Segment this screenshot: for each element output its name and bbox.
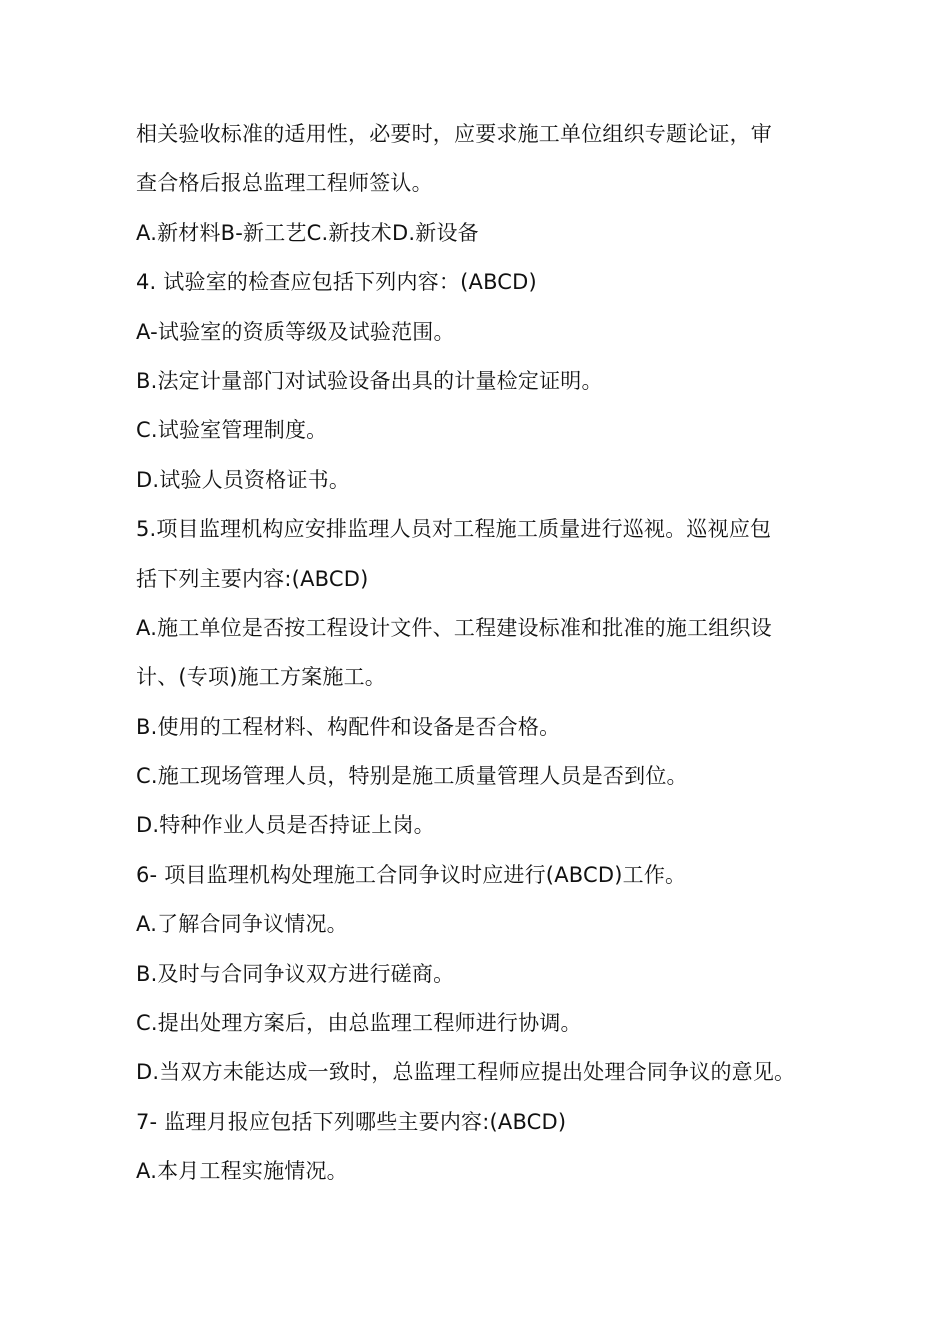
question-heading: 5.项目监理机构应安排监理人员对工程施工质量进行巡视。巡视应包 [136, 517, 772, 542]
text-line: 查合格后报总监理工程师签认。 [136, 171, 433, 196]
option-line: D.试验人员资格证书。 [136, 467, 351, 492]
option-line: A.本月工程实施情况。 [136, 1159, 348, 1184]
option-line: A.了解合同争议情况。 [136, 912, 348, 937]
option-line: D.当双方未能达成一致时，总监理工程师应提出处理合同争议的意见。 [136, 1060, 796, 1085]
option-line: C.试验室管理制度。 [136, 418, 328, 443]
option-line: D.特种作业人员是否持证上岗。 [136, 813, 435, 838]
option-line: A-试验室的资质等级及试验范围。 [136, 319, 455, 344]
document-body [136, 110, 836, 1197]
question-heading: 7- 监理月报应包括下列哪些主要内容:(ABCD) [136, 1109, 567, 1134]
question-heading: 6- 项目监理机构处理施工合同争议时应进行(ABCD)工作。 [136, 862, 687, 887]
option-line: C.施工现场管理人员，特别是施工质量管理人员是否到位。 [136, 764, 688, 789]
option-line: B.使用的工程材料、构配件和设备是否合格。 [136, 714, 561, 739]
text-line: 相关验收标准的适用性，必要时，应要求施工单位组织专题论证，审 [136, 122, 772, 146]
option-line-continued: 计、(专项)施工方案施工。 [136, 665, 386, 690]
option-line: B.及时与合同争议双方进行磋商。 [136, 961, 455, 986]
question-heading: 4. 试验室的检查应包括下列内容：(ABCD) [136, 270, 537, 295]
question-heading-continued: 括下列主要内容:(ABCD) [136, 566, 369, 591]
option-line: A.施工单位是否按工程设计文件、工程建设标准和批准的施工组织设 [136, 615, 772, 640]
option-line: C.提出处理方案后，由总监理工程师进行协调。 [136, 1011, 582, 1036]
text-line: A.新材料B-新工艺C.新技术D.新设备 [136, 220, 479, 245]
option-line: B.法定计量部门对试验设备出具的计量检定证明。 [136, 368, 603, 393]
